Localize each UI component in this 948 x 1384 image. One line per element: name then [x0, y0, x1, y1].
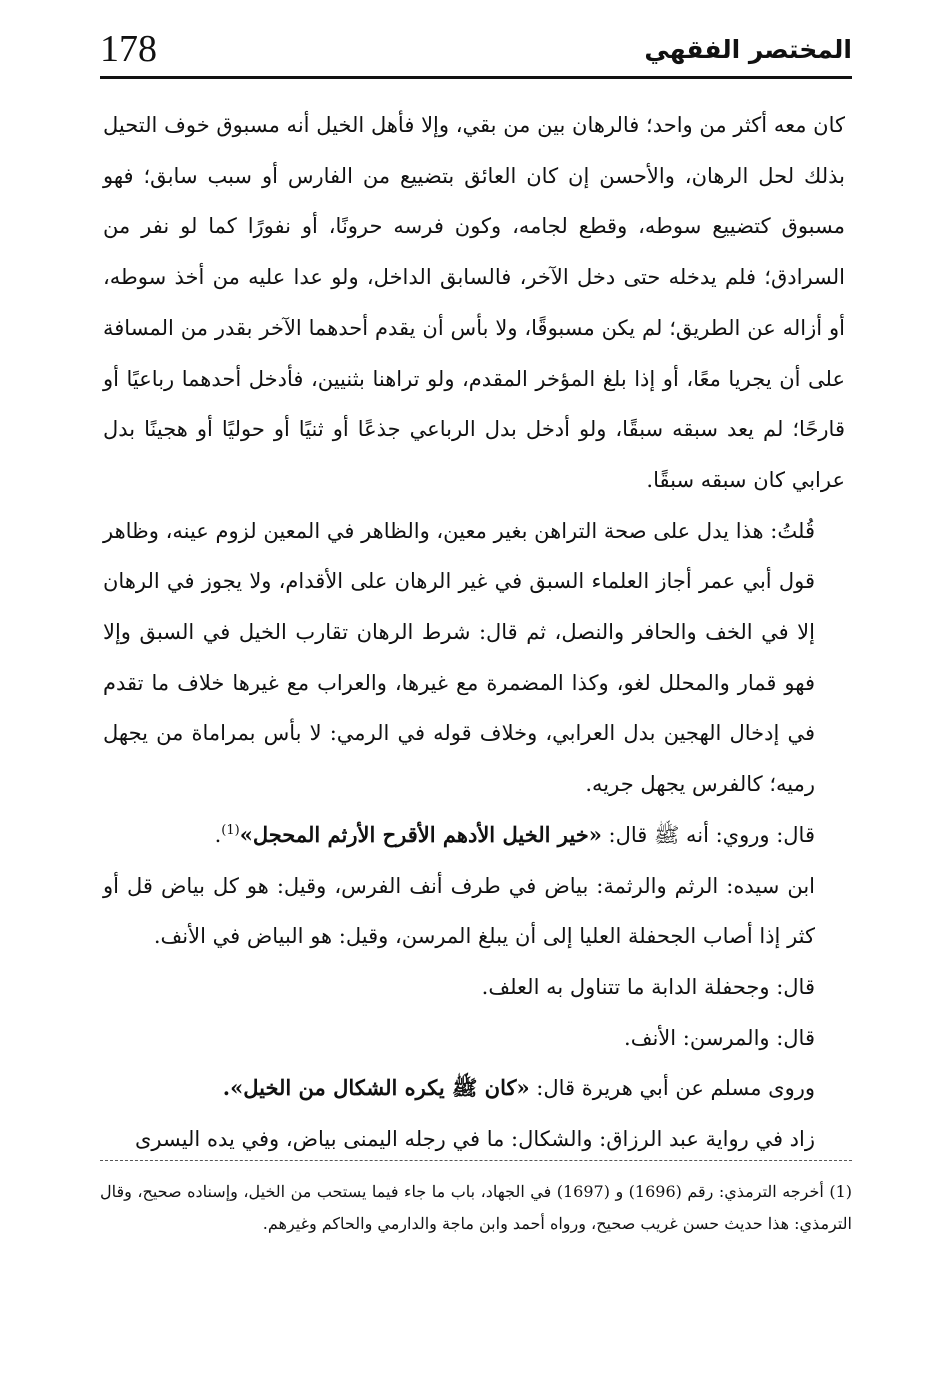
book-title: المختصر الفقهي — [644, 35, 852, 64]
paragraph: ابن سيده: الرثم والرثمة: بياض في طرف أنف الفرس، وقيل: هو كل بياض قل أو كثر إذا أصاب الجحفلة العليا إلى أن يبلغ المرسن، وقيل: هو البياض في الأنف. — [103, 873, 815, 949]
paragraph: زاد في رواية عبد الرزاق: والشكال: ما في رجله اليمنى بياض، وفي يده اليسرى — [134, 1127, 815, 1152]
footnote — [100, 1176, 852, 1240]
paragraph-lead: وروى مسلم عن أبي هريرة قال: — [529, 1076, 815, 1101]
footnote-text: (1) أخرجه الترمذي: رقم (1696) و (1697) في الجهاد، باب ما جاء فيما يستحب من الخيل، وإسناده صحيح، وقال الترمذي: هذا حديث حسن غريب صحيح، ورواه أحمد وابن ماجة والدارمي والحاكم وغيرهم. — [100, 1182, 853, 1233]
hadith-quote: «خير الخيل الأدهم الأقرح الأرثم المحجل» — [239, 821, 602, 847]
page-number: 178 — [100, 28, 157, 70]
paragraph — [103, 810, 845, 861]
paragraph: كان معه أكثر من واحد؛ فالرهان بين من بقي، وإلا فأهل الخيل أنه مسبوق خوف التحيل بذلك لحل الرهان، والأحسن إن كان العائق بتضييع من الفارس أو سبب سابق؛ فهو مسبوق كتضييع سوطه، وقطع لجامه، وكون فرسه حرونًا، أو نفورًا كما لو نفر من السرادق؛ فلم يدخله حتى دخل الآخر، فالسابق الداخل، ولو عدا عليه من أخذ سوطه، أو أزاله عن الطريق؛ لم يكن مسبوقًا، ولا بأس أن يقدم أحدهما الآخر بقدر من المسافة على أن يجريا معًا، أو إذا بلغ المؤخر المقدم، ولو تراهنا بثنيين، فأدخل أحدهما رباعيًا أو قارحًا؛ لم يعد سبقه سبقًا، ولو أدخل بدل الرباعي جذعًا أو ثنيًا أو حوليًا أو هجينًا بدل عرابي كان سبقه سبقًا. — [103, 113, 845, 492]
paragraph: قال: والمرسن: الأنف. — [624, 1025, 815, 1050]
hadith-quote: «كان ﷺ يكره الشكال من الخيل». — [222, 1075, 530, 1101]
paragraph: قُلتُ: هذا يدل على صحة التراهن بغير معين، والظاهر في المعين لزوم عينه، وظاهر قول أبي عمر أجاز العلماء السبق في غير الرهان على الأقدام، ولا يجوز في الرهان إلا في الخف والحافر والنصل، ثم قال: شرط الرهان تقارب الخيل في السبق وإلا فهو قمار والمحلل لغو، وكذا المضمرة مع غيرها، والعراب مع غيرها خلاف ما تقدم في إدخال الهجين بدل العرابي، وخلاف قوله في الرمي: لا بأس بمراماة من يجهل رميه؛ كالفرس يجهل جريه. — [103, 518, 815, 797]
paragraph — [103, 1063, 845, 1114]
main-text — [103, 100, 845, 1152]
header-rule — [100, 76, 852, 79]
paragraph: قال: وجحفلة الدابة ما تتناول به العلف. — [481, 974, 815, 999]
footnote-rule — [100, 1160, 852, 1161]
footnote-ref: (1) — [221, 822, 240, 838]
paragraph-end: . — [214, 822, 222, 847]
paragraph-lead: قال: وروي: أنه ﷺ قال: — [601, 822, 815, 847]
page-header — [100, 28, 852, 70]
